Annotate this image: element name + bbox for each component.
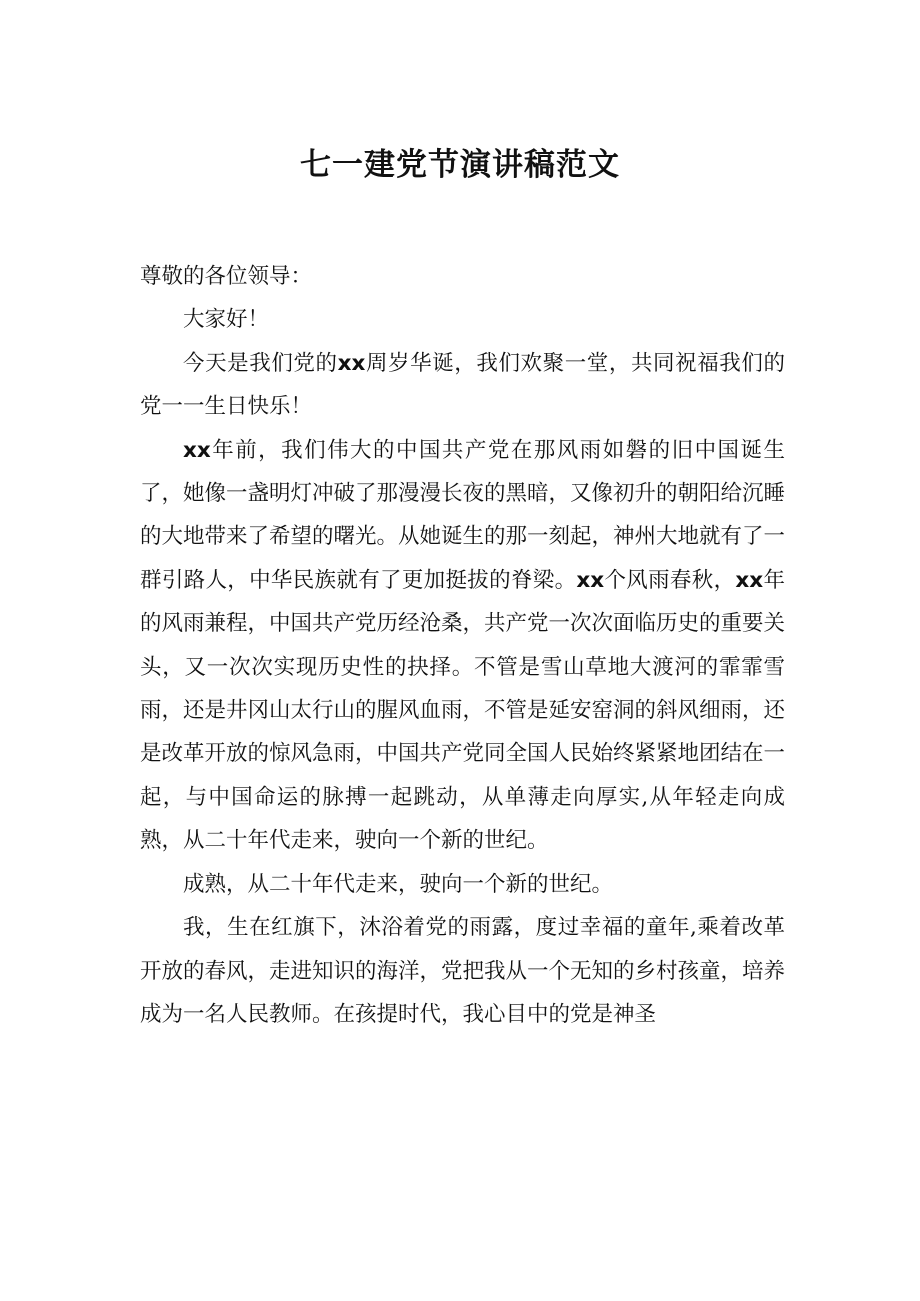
text-run: 年前，我们伟大的中国共产党在那风雨如磐的旧中国诞生了，她像一盏明灯冲破了那漫漫长夜的黑暗，又像初升的朝阳给沉睡的大地带来了希望的曙光。从她诞生的那一刻起，神州大地就有了一群引路人，中华民族就有了更加挺拔的脊梁。 [140, 437, 786, 593]
document-body [140, 255, 785, 1036]
paragraph-personal [140, 906, 785, 1036]
text-run: 我，生在红旗下，沐浴着党的雨露，度过幸福的童年,乘着改革开放的春风，走进知识的海洋，党把我从一个无知的乡村孩童，培养成为一名人民教师。在孩提时代，我心目中的党是神圣 [140, 915, 786, 1027]
text-run: 大家好！ [183, 307, 270, 333]
text-run: 今天是我们党的 [183, 350, 338, 376]
text-run: 周岁华诞，我们欢聚一堂，共同祝福我们的党一一生日快乐！ [140, 350, 785, 420]
placeholder-xx: xx [183, 437, 211, 463]
salutation: 尊敬的各位领导： [140, 264, 313, 289]
text-run: 个风雨春秋， [604, 567, 736, 593]
paragraph-maturity [140, 863, 785, 906]
placeholder-xx: xx [337, 350, 366, 376]
paragraph-history [140, 429, 785, 863]
paragraph-opening [140, 342, 785, 429]
text-run: 成熟，从二十年代走来，驶向一个新的世纪。 [183, 871, 614, 897]
text-run: 年的风雨兼程，中国共产党历经沧桑，共产党一次次面临历史的重要关头，又一次次实现历史性的抉择。不管是雪山草地大渡河的霏霏雪雨，还是井冈山太行山的腥风血雨，不管是延安窑洞的斜风细雨，还是改革开放的惊风急雨，中国共产党同全国人民始终紧紧地团结在一起，与中国命运的脉搏一起跳动，从单薄走向厚实,从年轻走向成熟，从二十年代走来，驶向一个新的世纪。 [140, 567, 786, 854]
placeholder-xx: xx [576, 567, 605, 593]
paragraph-greeting [140, 298, 785, 341]
placeholder-xx: xx [735, 567, 764, 593]
document-title: 七一建党节演讲稿范文 [300, 147, 620, 183]
